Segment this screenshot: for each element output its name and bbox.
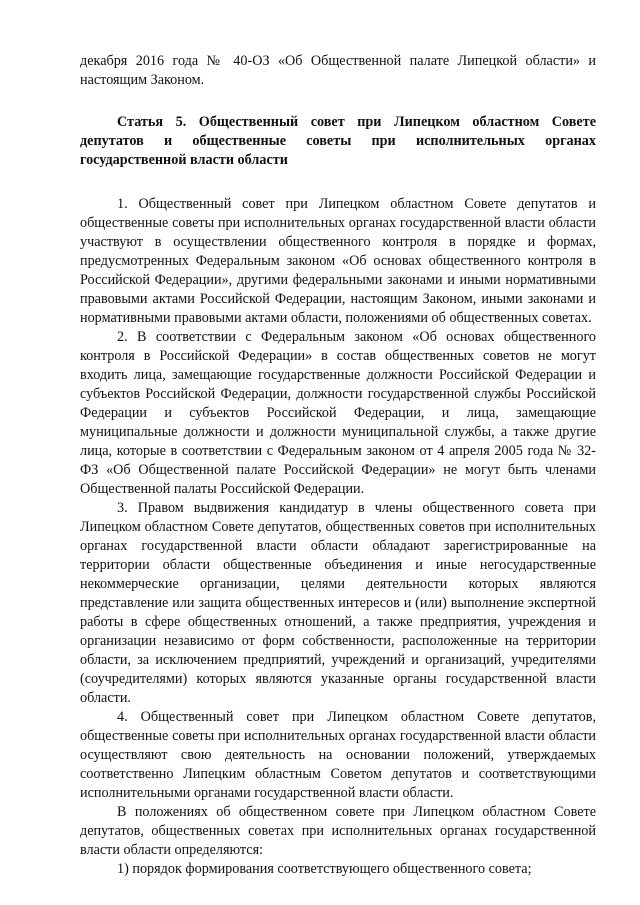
paragraph-regulations: В положениях об общественном совете при Липецком областном Совете депутатов, общественных советах при исполнительных органах государственной власти области определяются:	[80, 804, 596, 858]
paragraph-1: 1. Общественный совет при Липецком областном Совете депутатов и общественные советы при исполнительных органах государственной власти области участвуют в осуществлении общественного контроля в порядке и формах, предусмотренных Федеральным законом «Об основах общественного контроля в Российской Федерации», другими федеральными законами и иными нормативными правовыми актами Российской Федерации, настоящим Законом, иными законами и нормативными правовыми актами области, положениями об общественных советах.	[80, 196, 596, 326]
paragraph-3: 3. Правом выдвижения кандидатур в члены общественного совета при Липецком областном Совете депутатов, общественных советов при исполнительных органах государственной власти области обладают зарегистрированные на территории области общественные объединения и иные негосударственные некоммерческие организации, целями деятельности которых являются представление или защита общественных интересов и (или) выполнение экспертной работы в сфере общественных отношений, а также предприятия, учреждения и организации независимо от форм собственности, расположенные на территории области, за исключением предприятий, учреждений и организаций, учредителями (соучредителями) которых являются указанные органы государственной власти области.	[80, 500, 596, 706]
intro-paragraph: декабря 2016 года № 40-ОЗ «Об Общественной палате Липецкой области» и настоящим Законом.	[80, 53, 596, 88]
list-item-1: 1) порядок формирования соответствующего общественного совета;	[117, 861, 532, 877]
spacer	[80, 170, 596, 195]
paragraph-4: 4. Общественный совет при Липецком областном Совете депутатов, общественные советы при исполнительных органах государственной власти области осуществляют свою деятельность на основании положений, утверждаемых соответственно Липецким областным Советом депутатов и соответствующими исполнительными органами государственной власти области.	[80, 709, 596, 801]
article-heading: Статья 5. Общественный совет при Липецком областном Совете депутатов и общественные советы при исполнительных органах государственной власти области	[80, 114, 596, 168]
paragraph-2: 2. В соответствии с Федеральным законом «Об основах общественного контроля в Российской Федерации» в состав общественных советов не могут входить лица, замещающие государственные должности Российской Федерации и субъектов Российской Федерации, должности государственной службы Российской Федерации и субъектов Российской Федерации, и лица, замещающие муниципальные должности и должности муниципальной службы, а также другие лица, которые в соответствии с Федеральным законом от 4 апреля 2005 года № 32-ФЗ «Об Общественной палате Российской Федерации» не могут быть членами Общественной палаты Российской Федерации.	[80, 329, 596, 497]
